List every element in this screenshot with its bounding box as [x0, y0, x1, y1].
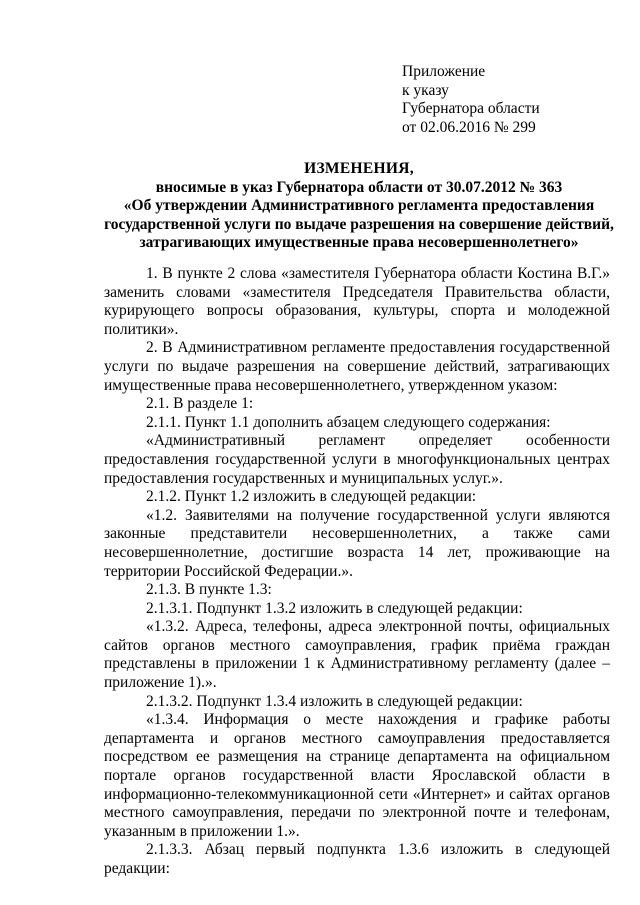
- body-line: 1. В пункте 2 слова «заместителя Губернатора области Костина В.Г.»: [146, 265, 610, 282]
- body-line: 2.1.3.1. Подпункт 1.3.2 изложить в следующей редакции:: [146, 599, 523, 617]
- body-line: несовершеннолетние, достигшие возраста 14 лет, проживающие на: [104, 543, 610, 561]
- body-line: 2.1.1. Пункт 1.1 дополнить абзацем следующего содержания:: [146, 413, 551, 431]
- body-line: законные представители несовершеннолетних, а также сами: [104, 525, 610, 543]
- body-line: 2.1.3. В пункте 1.3:: [146, 581, 272, 599]
- body-line: приложение 1).».: [104, 674, 217, 692]
- body-line: политики».: [104, 320, 179, 338]
- body-line: предоставления государственной услуги в многофункциональных центрах: [104, 450, 610, 468]
- body-line: 2.1.3.2. Подпункт 1.3.4 изложить в следующей редакции:: [146, 692, 523, 710]
- body-line: редакции:: [104, 860, 170, 877]
- body-line: «Административный регламент определяет особенности: [146, 432, 610, 450]
- body-line: 2.1.2. Пункт 1.2 изложить в следующей редакции:: [146, 488, 477, 506]
- body-line: «1.3.2. Адреса, телефоны, адреса электронной почты, официальных: [146, 618, 610, 636]
- title-heading: ИЗМЕНЕНИЯ,: [304, 160, 414, 177]
- appendix-line: Губернатора области: [402, 100, 540, 117]
- body-line: 2. В Административном регламенте предоставления государственной: [146, 339, 610, 357]
- body-line: услуги по выдаче разрешения на совершение действий, затрагивающих: [104, 357, 610, 375]
- title-line: «Об утверждении Административного регламента предоставления: [123, 197, 595, 215]
- appendix-line: Приложение: [402, 63, 486, 80]
- title-line: затрагивающих имущественные права несовершеннолетнего»: [139, 234, 579, 252]
- body-line: курирующего вопросы образования, культуры, спорта и молодежной: [104, 302, 610, 320]
- body-line: указанным в приложении 1.».: [104, 822, 300, 840]
- appendix-line: от 02.06.2016 № 299: [402, 118, 536, 136]
- body-line: 2.1. В разделе 1:: [146, 395, 254, 413]
- body-line: «1.2. Заявителями на получение государственной услуги являются: [146, 506, 610, 524]
- body-line: 2.1.3.3. Абзац первый подпункта 1.3.6 изложить в следующей: [146, 841, 610, 859]
- appendix-line: к указу: [402, 81, 449, 99]
- title-line: вносимые в указ Губернатора области от 30.07.2012 № 363: [155, 178, 563, 196]
- document-title: [104, 160, 614, 253]
- body-line: территории Российской Федерации.».: [104, 562, 353, 580]
- body-line: представлены в приложении 1 к Административному регламенту (далее –: [104, 655, 610, 673]
- body-line: информационно-телекоммуникационной сети «Интернет» и сайтах органов: [104, 785, 610, 803]
- title-line: государственной услуги по выдаче разрешения на совершение действий,: [104, 215, 614, 233]
- body-line: предоставления государственных и муниципальных услуг.».: [104, 469, 503, 487]
- body-line: местного самоуправления, передачи по электронной почте и телефонам,: [104, 804, 610, 822]
- body-line: имущественные права несовершеннолетнего, утвержденном указом:: [104, 376, 558, 394]
- body-line: департамента и органов местного самоуправления предоставляется: [104, 729, 610, 747]
- body-line: заменить словами «заместителя Председателя Правительства области,: [104, 283, 610, 301]
- body-line: «1.3.4. Информация о месте нахождения и графике работы: [146, 711, 610, 729]
- body-line: портале органов государственной власти Ярославской области в: [104, 767, 610, 785]
- body-line: сайтов органов местного самоуправления, график приёма граждан: [104, 636, 610, 654]
- appendix-reference: [402, 63, 622, 137]
- document-body: [104, 265, 610, 879]
- body-line: посредством ее размещения на странице департамента на официальном: [104, 748, 610, 766]
